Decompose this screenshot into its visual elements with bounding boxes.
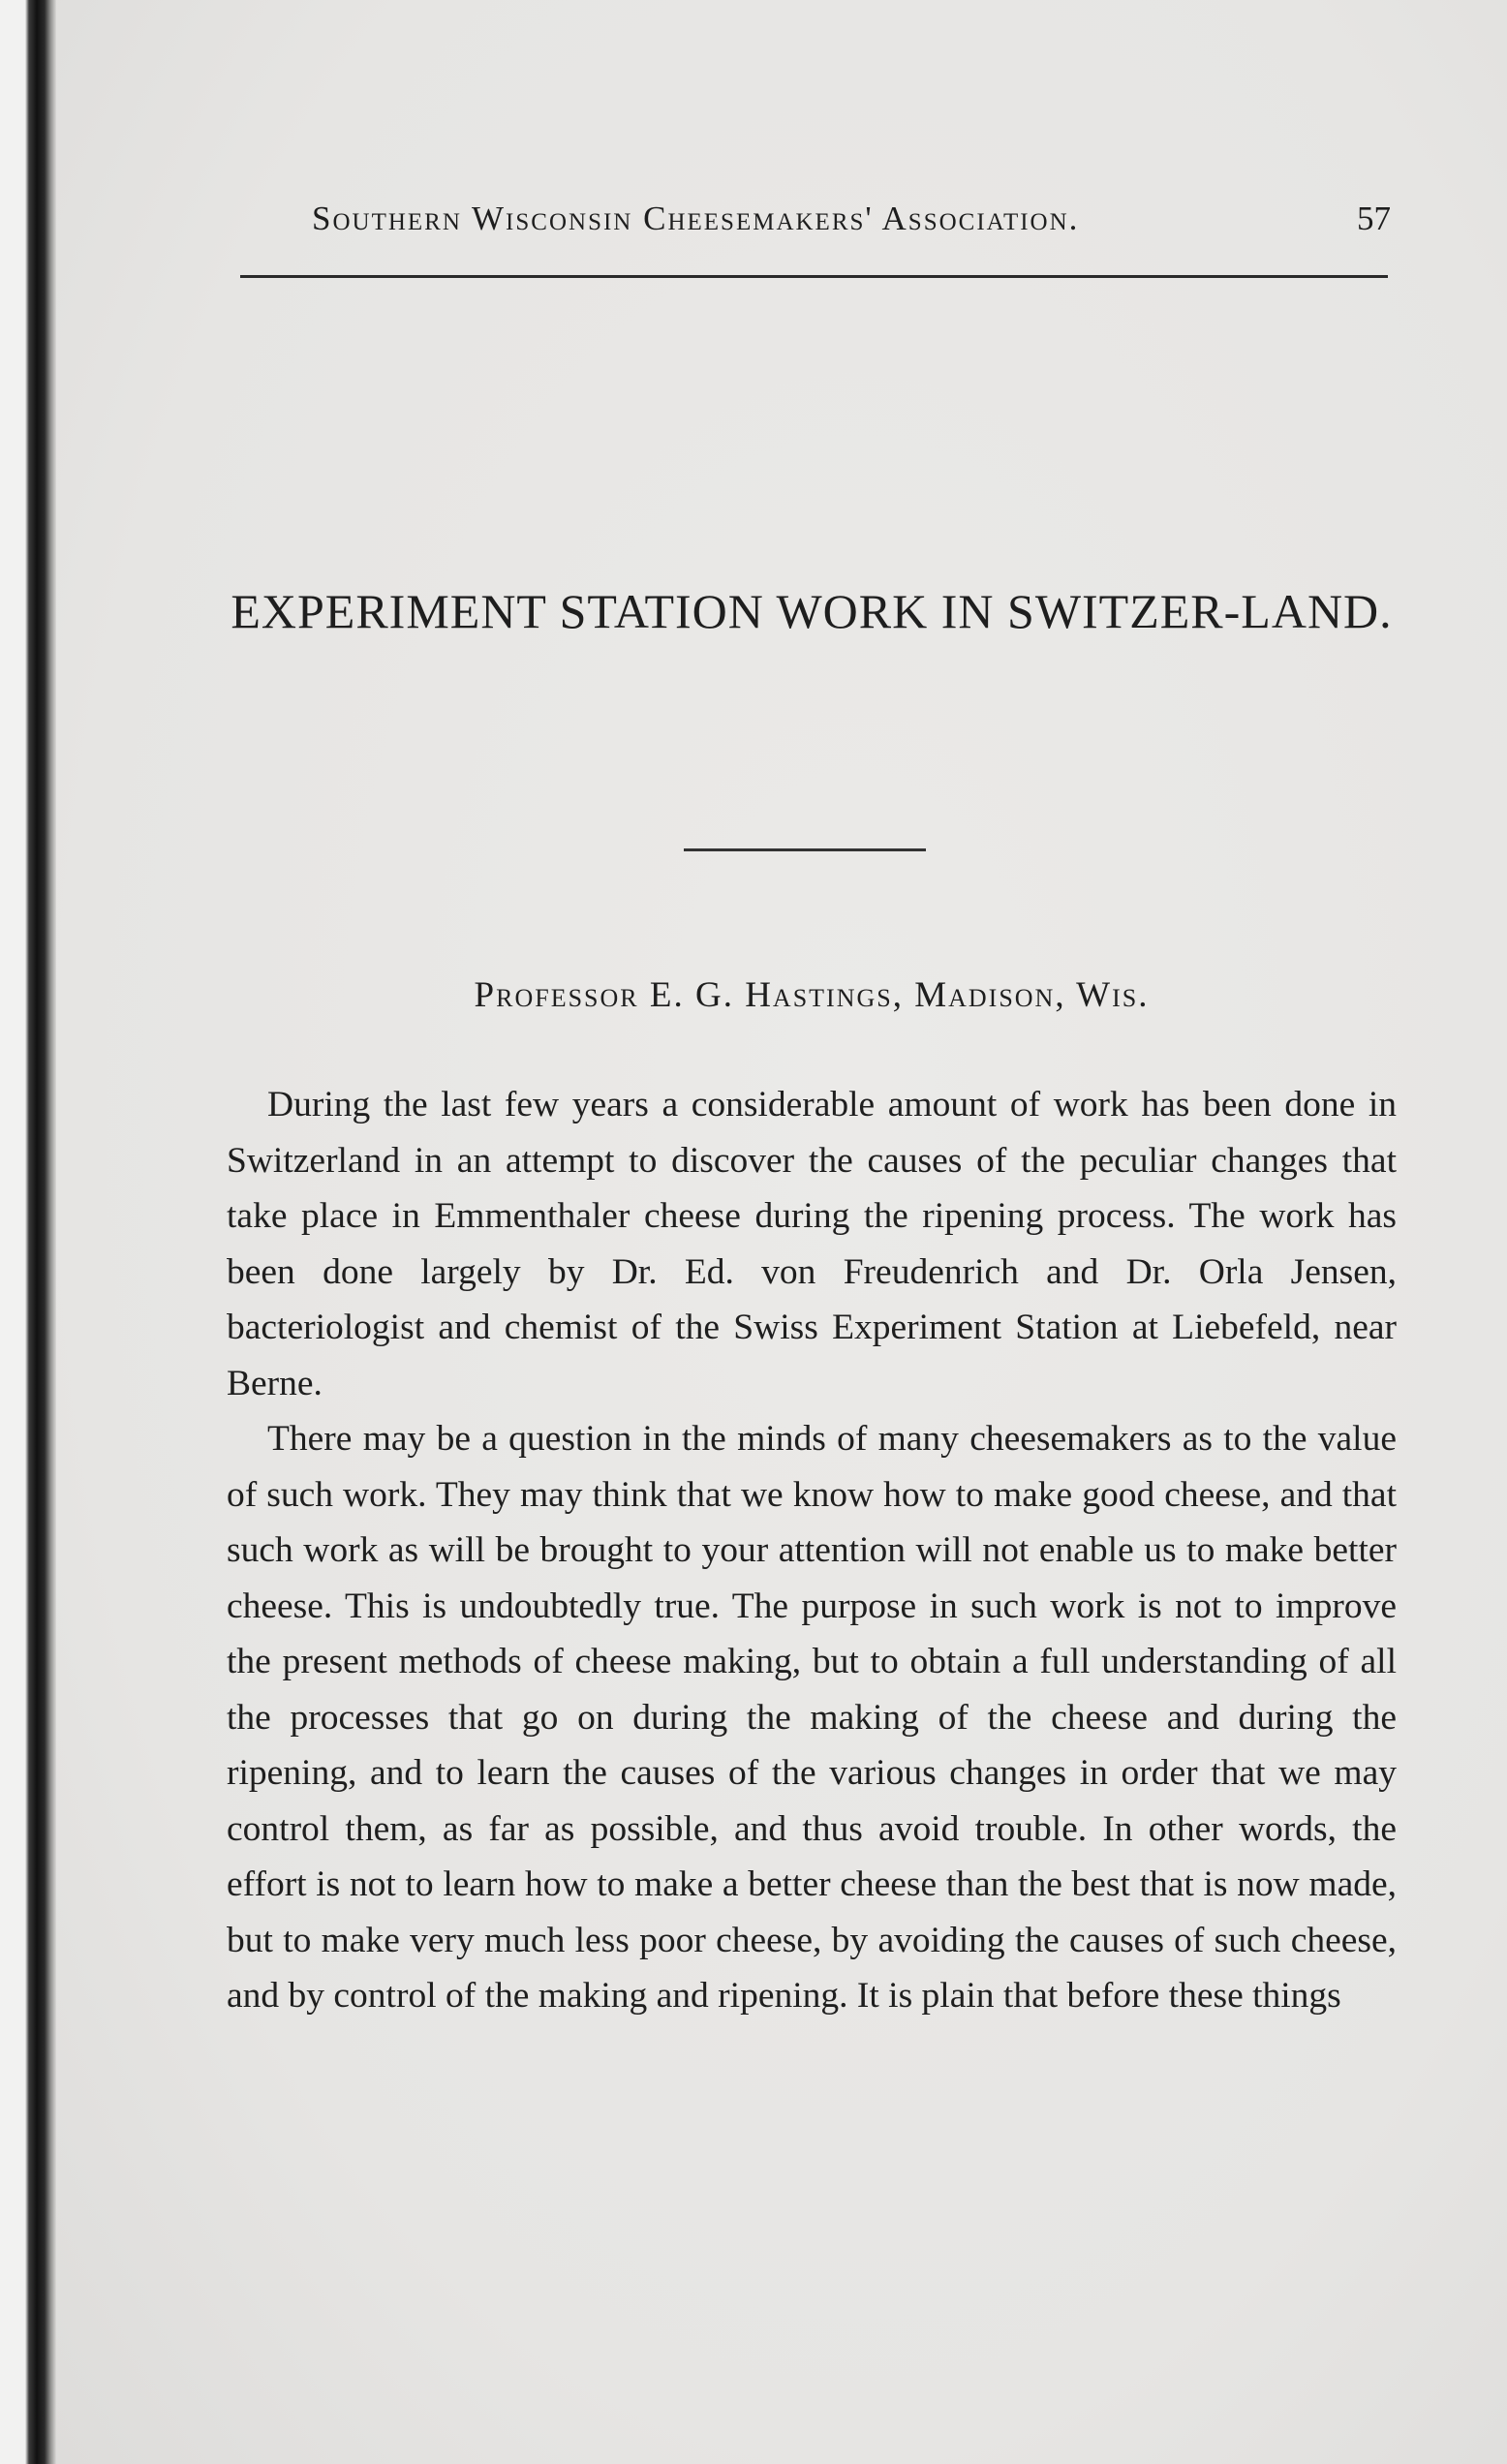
book-page <box>56 0 1507 2464</box>
running-head-title: Southern Wisconsin Cheesemakers' Association. <box>312 200 1080 237</box>
book-spine-shadow <box>0 0 56 2464</box>
article-title: EXPERIMENT STATION WORK IN SWITZER-LAND. <box>231 584 1393 638</box>
title-divider-rule <box>684 848 926 851</box>
header-rule <box>240 275 1388 278</box>
author-byline: Professor E. G. Hastings, Madison, Wis. <box>474 975 1150 1015</box>
page-number: 57 <box>1357 200 1391 237</box>
paragraph: During the last few years a considerable amount of work has been done in Switzerland in an attempt to discover the causes of the peculiar changes that take place in Emmenthaler cheese during the ripening process. The work has been done largely by Dr. Ed. von Freudenrich and Dr. Orla Jensen, bacteriologist and chemist of the Swiss Experiment Station at Liebefeld, near Berne. <box>227 1085 1397 1403</box>
article-body <box>227 1077 1397 2024</box>
paragraph: There may be a question in the minds of many cheesemakers as to the value of such work. They may think that we know how to make good cheese, and that such work as will be brought to your attention will not enable us to make better cheese. This is undoubtedly true. The purpose in such work is not to improve the present methods of cheese making, but to obtain a full understanding of all the processes that go on during the making of the cheese and during the ripening, and to learn the causes of the various changes in order that we may control them, as far as possible, and thus avoid trouble. In other words, the effort is not to learn how to make a better cheese than the best that is now made, but to make very much less poor cheese, by avoiding the causes of such cheese, and by control of the making and ripening. It is plain that before these things <box>227 1419 1397 2016</box>
running-header <box>258 200 1391 246</box>
